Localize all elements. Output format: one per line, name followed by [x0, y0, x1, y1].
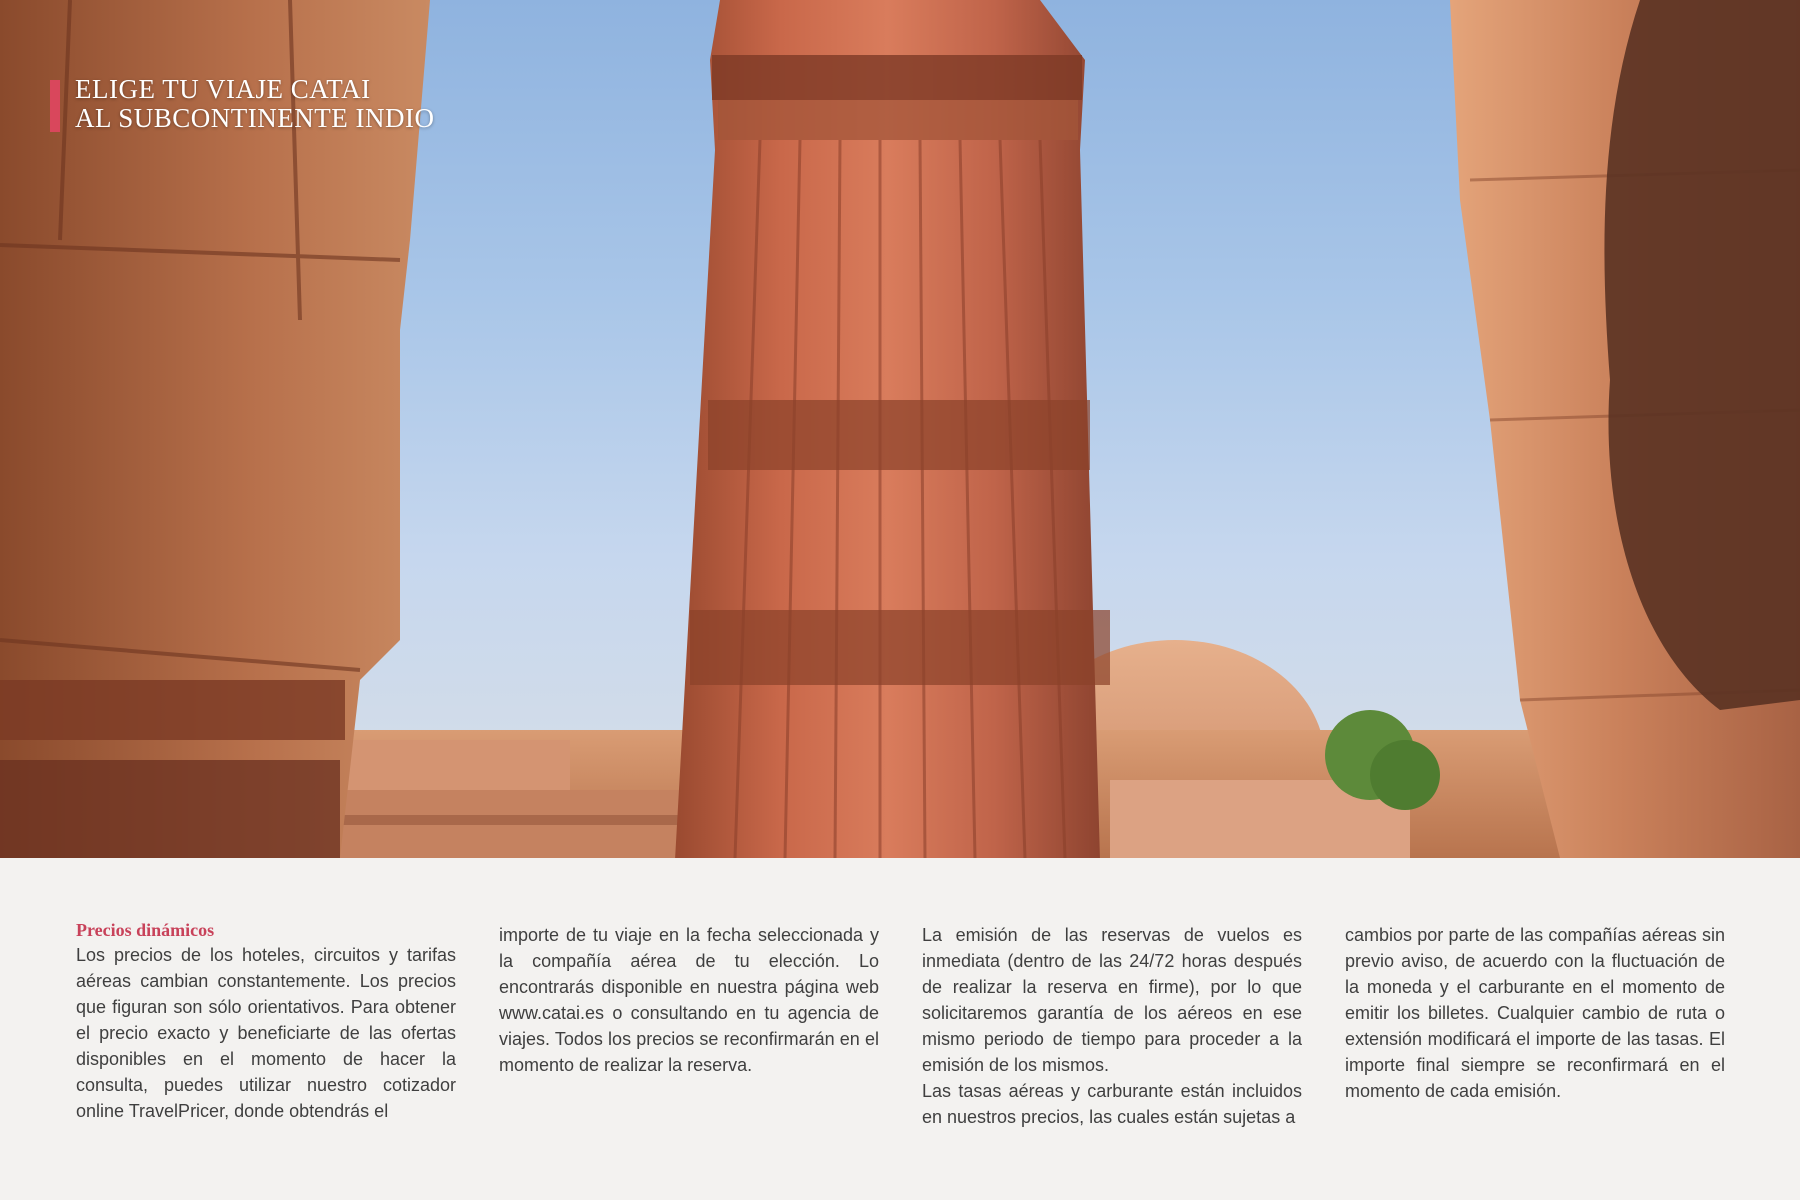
text-column-4: [1345, 922, 1725, 1104]
text-column-3: [922, 922, 1302, 1130]
column-3-paragraph-1: La emisión de las reservas de vuelos es inmediata (dentro de las 24/72 horas después de realizar la reserva en firme), por lo que solicitaremos garantía de los aéreos en ese mismo periodo de tiempo para proceder a la emisión de los mismos.: [922, 925, 1302, 1075]
section-heading: Precios dinámicos: [76, 920, 215, 940]
text-section: [0, 858, 1800, 1200]
accent-bar: [50, 80, 60, 132]
title-line-1: ELIGE TU VIAJE CATAI: [75, 74, 371, 104]
column-4-text: cambios por parte de las compañías aéreas sin previo aviso, de acuerdo con la fluctuación de la moneda y el carburante en el momento de emitir los billetes. Cualquier cambio de ruta o extensión modificará el importe de las tasas. El importe final siempre se reconfirmará en el momento de cada emisión.: [1345, 925, 1725, 1101]
column-2-text: importe de tu viaje en la fecha seleccionada y la compañía aérea de tu elección. Lo encontrarás disponible en nuestra página web www.catai.es o consultando en tu agencia de viajes. Todos los precios se reconfirmarán en el momento de realizar la reserva.: [499, 925, 879, 1075]
column-1-text: Los precios de los hoteles, circuitos y tarifas aéreas cambian constantemente. Los precios que figuran son sólo orientativos. Para obtener el precio exacto y beneficiarte de las ofertas disponibles en el momento de hacer la consulta, puedes utilizar nuestro cotizador online TravelPricer, donde obtendrás el: [76, 945, 456, 1121]
text-column-2: [499, 922, 879, 1078]
column-3-paragraph-2: Las tasas aéreas y carburante están incluidos en nuestros precios, las cuales están sujetas a: [922, 1081, 1302, 1127]
title-line-2: AL SUBCONTINENTE INDIO: [75, 103, 435, 133]
text-column-1: [76, 918, 456, 1124]
